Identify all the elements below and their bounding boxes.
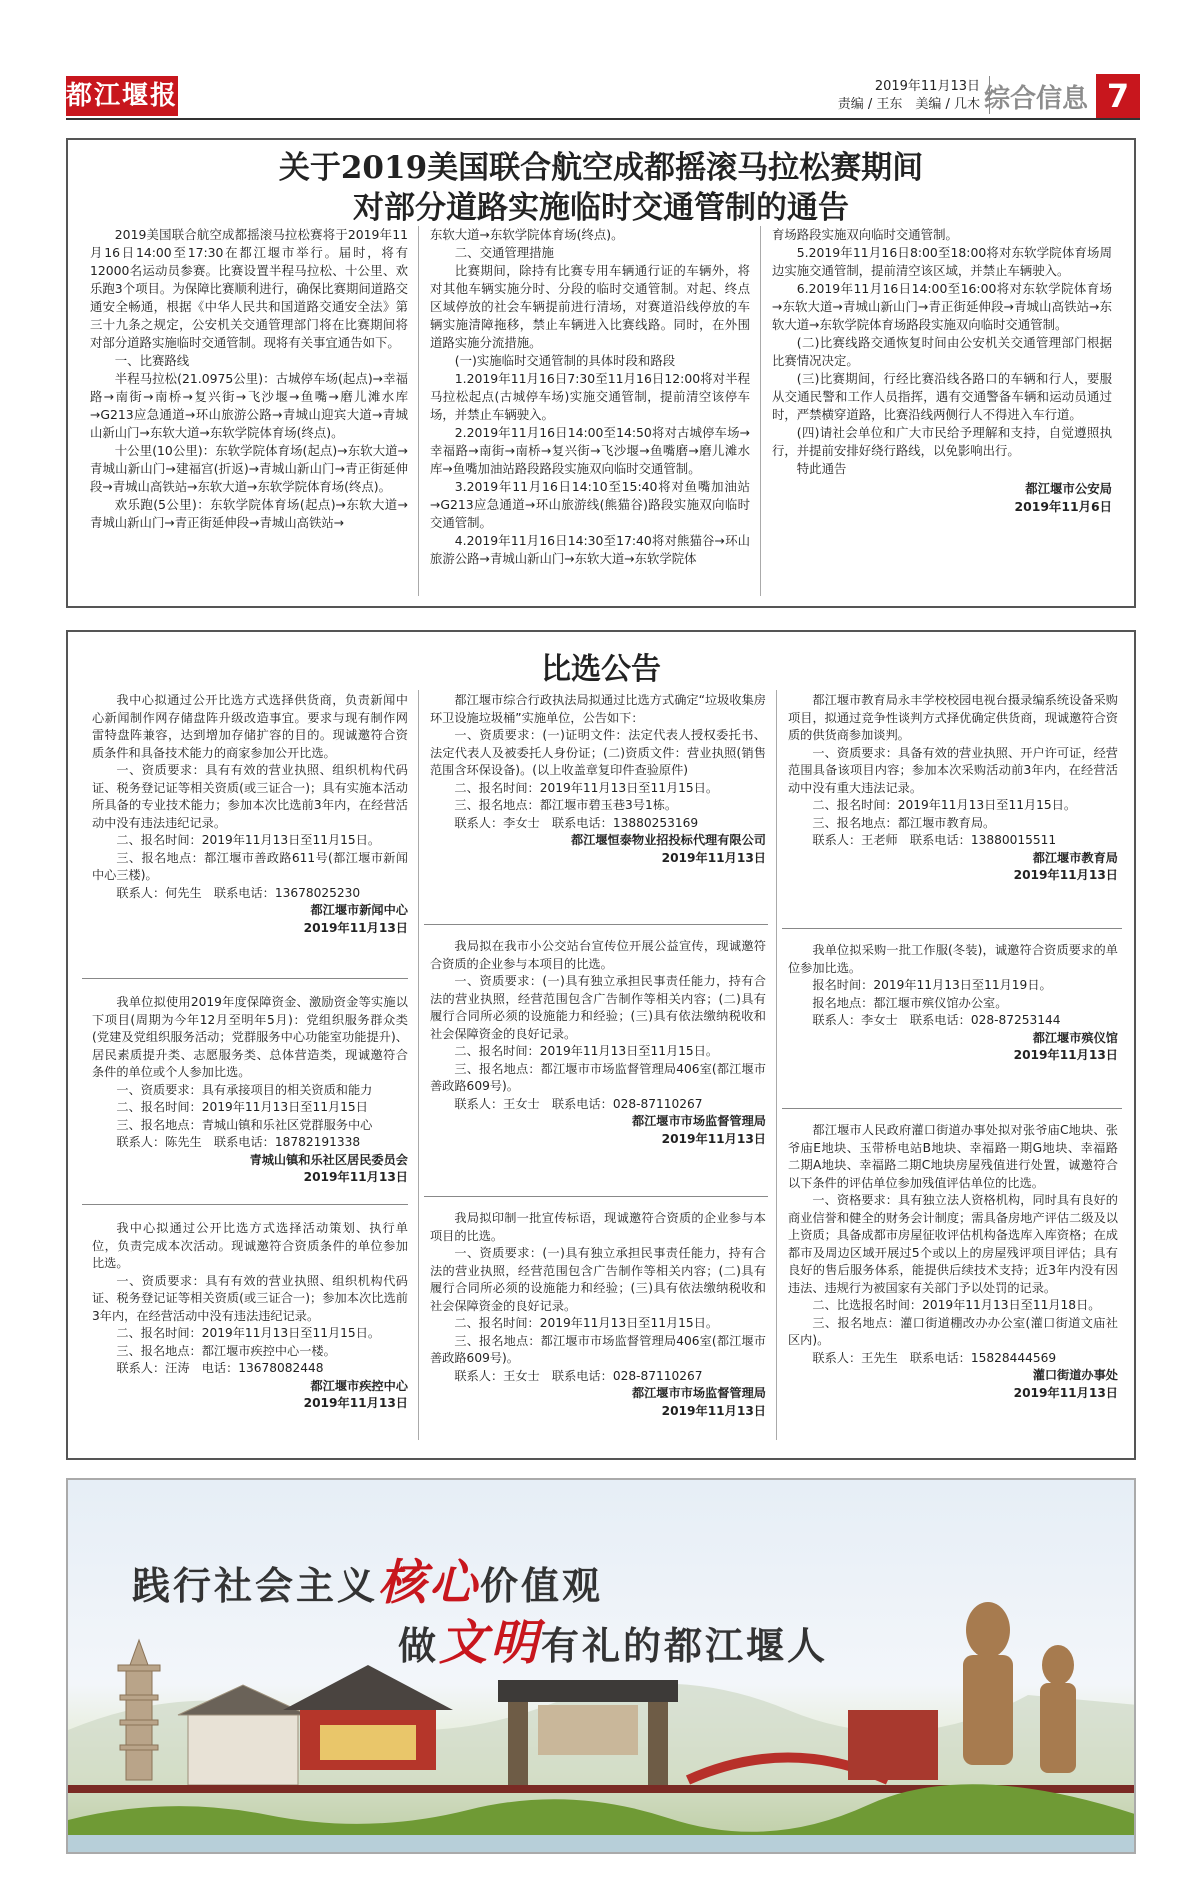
traffic-notice (66, 138, 1136, 608)
paragraph: 二、报名时间：2019年11月13日至11月15日。 (116, 833, 381, 847)
announcement-slogans (430, 1210, 766, 1420)
paragraph: 半程马拉松(21.0975公里)：古城停车场(起点)→幸福路→南街→南桥→复兴街→飞沙堰→鱼嘴→磨儿滩水库→G213应急通道→环山旅游公路→青城山迎宾大道→青城山新山门→东软大道→东软学院体育场(终点)。 (90, 371, 408, 440)
announcement-divider (782, 1108, 1122, 1109)
signature: 灌口街道办事处 (1032, 1368, 1118, 1382)
paragraph: 一、比赛路线 (114, 353, 190, 368)
issue-date: 2019年11月13日 (874, 79, 980, 94)
notice1-column-1 (90, 226, 408, 532)
paragraph: 一、资质要求：(一)具有独立承担民事责任能力，持有合法的营业执照，经营范围包含广告制作等相关内容；(二)具有履行合同所必须的设施能力和经验；(三)具有依法缴纳税收和社会保障资金的良好记录。 (430, 974, 766, 1041)
announcement-bus-stop-ads (430, 938, 766, 1148)
paragraph: 我局拟印制一批宣传标语，现诚邀符合资质的企业参与本项目的比选。 (430, 1211, 766, 1243)
paragraph: 一、资格要求：具有独立法人资格机构，同时具有良好的商业信誉和健全的财务会计制度；需具备房地产评估二级及以上资质；具备成都市房屋征收评估机构备选库入库资格；在成都市及周边区域开展过5个或以上的房屋残评项目评估；具有良好的售后服务体系，能提供后续技术支持；近3年内没有因违法、违规行为被国家有关部门予以处罚的记录。 (788, 1193, 1118, 1295)
paragraph: 育场路段实施双向临时交通管制。 (772, 227, 958, 242)
paragraph: 我中心拟通过公开比选方式选择活动策划、执行单位，负责完成本次活动。现诚邀符合资质条件的单位参加比选。 (92, 1221, 408, 1270)
paragraph: 4.2019年11月16日14:30至17:40将对熊猫谷→环山旅游公路→青城山新山门→东软大道→东软学院体 (430, 533, 750, 566)
paragraph: 2.2019年11月16日14:00至14:50将对古城停车场→幸福路→南街→南桥→复兴街→飞沙堰→鱼嘴磨→磨儿滩水库→鱼嘴加油站路段路段实施双向临时交通管制。 (430, 425, 750, 476)
slogan-text: 践行社会主义 (132, 1563, 379, 1608)
announcement-divider (82, 1204, 408, 1205)
paragraph: 三、报名地点：灌口街道棚改办办公室(灌口街道文庙社区内)。 (788, 1315, 1118, 1347)
paragraph: 一、资质要求：具有有效的营业执照、组织机构代码证、税务登记证等相关资质(或三证合一)；参加本次比选前3年内，在经营活动中没有违法违纪记录。 (92, 1273, 408, 1323)
paragraph: 三、报名地点：都江堰市善政路611号(都江堰市新闻中心三楼)。 (92, 850, 408, 882)
slogan-text: 价值观 (480, 1563, 604, 1608)
editors: 责编 / 王东 美编 / 几木 (837, 97, 980, 112)
paragraph: 三、报名地点：都江堰市教育局。 (812, 815, 996, 830)
paragraph: 联系人：王女士 联系电话：028-87110267 (454, 1368, 703, 1383)
signature: 都江堰市市场监督管理局 (631, 1386, 766, 1400)
paragraph: 东软大道→东软学院体育场(终点)。 (430, 227, 624, 242)
signature-date: 2019年11月13日 (303, 920, 408, 935)
notice1-column-2 (430, 226, 750, 568)
paragraph: 二、报名时间：2019年11月13日至11月15日。 (812, 798, 1077, 812)
signature-date: 2019年11月13日 (1013, 1048, 1118, 1062)
announcement-divider (82, 978, 408, 979)
paragraph: 三、报名地点：都江堰市市场监督管理局406室(都江堰市善政路609号)。 (430, 1333, 766, 1365)
paragraph: 2019美国联合航空成都摇滚马拉松赛将于2019年11月16日14:00至17:30在都江堰市举行。届时，将有12000名运动员参赛。比赛设置半程马拉松、十公里、欢乐跑3个项目。为保障比赛顺利进行，确保比赛期间道路交通安全畅通，根据《中华人民共和国道路交通安全法》第三十九条之规定，公安机关交通管理部门将在比赛期间将对部分道路实施临时交通管制。现将有关事宜通告如下。 (90, 227, 408, 350)
paragraph: 二、交通管理措施 (454, 245, 554, 260)
tender-title: 比选公告 (541, 652, 661, 687)
paragraph: 报名地点：都江堰市殡仪馆办公室。 (812, 995, 1008, 1010)
paragraph: 我单位拟使用2019年度保障资金、激励资金等实施以下项目(周期为今年12月至明年5月)：党组织服务群众类(党建及党组织服务活动；党群服务中心功能室功能提升)、居民素质提升类、志愿服务类、总体营造类，现诚邀符合条件的单位或个人参加比选。 (92, 995, 408, 1079)
paragraph: 我中心拟通过公开比选方式选择供货商，负责新闻中心新闻制作网存储盘阵升级改造事宜。要求与现有制作网雷特盘阵兼容，达到增加存储扩容的目的。现诚邀符合资质条件和具备技术能力的商家参加公开比选。 (92, 693, 408, 760)
paragraph: 联系人：王先生 联系电话：15828444569 (812, 1350, 1057, 1365)
civilization-banner (66, 1478, 1136, 1854)
announcement-divider (424, 924, 768, 925)
paragraph: 1.2019年11月16日7:30至11月16日12:00将对半程马拉松起点(古城停车场)实施交通管制，提前清空该停车场，并禁止车辆驶入。 (430, 371, 750, 422)
paragraph: (四)请社会单位和广大市民给予理解和支持，自觉遵照执行，并提前安排好绕行路线，以免影响出行。 (772, 425, 1112, 458)
paragraph: 一、资质要求：具备有效的营业执照、开户许可证，经营范围具备该项目内容；参加本次采购活动前3年内，在经营活动中没有重大违法记录。 (788, 745, 1118, 795)
paragraph: 一、资质要求：具有有效的营业执照、组织机构代码证、税务登记证等相关资质(或三证合一)；具有实施本活动所具备的专业技术能力；参加本次比选前3年内，在经营活动中没有违法违纪记录。 (92, 763, 408, 830)
slogan-line1 (132, 1544, 603, 1613)
signature: 青城山镇和乐社区居民委员会 (249, 1152, 408, 1167)
signature-date: 2019年11月13日 (303, 1396, 408, 1410)
signature-date: 2019年11月13日 (661, 1131, 766, 1146)
paragraph: (三)比赛期间，行经比赛沿线各路口的车辆和行人，要服从交通民警和工作人员指挥，遇有交通警备车辆和运动员通过时，严禁横穿道路，比赛沿线两侧行人不得进入车行道。 (772, 371, 1112, 422)
paragraph: 联系人：李女士 联系电话：028-87253144 (812, 1013, 1061, 1027)
paragraph: 我局拟在我市小公交站台宣传位开展公益宣传，现诚邀符合资质的企业参与本项目的比选。 (430, 939, 766, 971)
column-divider (776, 690, 777, 1440)
signature: 都江堰市新闻中心 (310, 903, 408, 917)
tender-notices (66, 630, 1136, 1460)
paragraph: 我单位拟采购一批工作服(冬装)，诚邀符合资质要求的单位参加比选。 (788, 943, 1118, 975)
notice-signature: 都江堰市公安局 (1025, 481, 1112, 496)
paragraph: 5.2019年11月16日8:00至18:00将对东软学院体育场周边实施交通管制，提前清空该区域，并禁止车辆驶入。 (772, 245, 1112, 278)
announcement-news-center (92, 692, 408, 937)
signature: 都江堰市教育局 (1032, 850, 1118, 865)
slogan-line2 (398, 1604, 828, 1673)
announcement-education-bureau (788, 692, 1118, 885)
paragraph: 二、报名时间：2019年11月13日至11月15日。 (454, 780, 719, 795)
header-rule (66, 118, 1140, 120)
newspaper-logo: 都江堰报 (66, 76, 178, 116)
paragraph: 二、报名时间：2019年11月13日至11月15日 (116, 1100, 368, 1114)
paragraph: 3.2019年11月16日14:10至15:40将对鱼嘴加油站→G213应急通道→环山旅游线(熊猫谷)路段实施双向临时交通管制。 (430, 479, 750, 530)
notice-date: 2019年11月6日 (1014, 499, 1112, 514)
signature-date: 2019年11月13日 (661, 850, 766, 865)
signature: 都江堰恒泰物业招投标代理有限公司 (571, 833, 766, 847)
announcement-divider (782, 928, 1122, 929)
announcement-guankou-street (788, 1122, 1118, 1402)
paragraph: 6.2019年11月16日14:00至16:00将对东软学院体育场→东软大道→青城山新山门→青正街延伸段→青城山高铁站→东软大道→东软学院体育场路段实施双向临时交通管制。 (772, 281, 1112, 332)
paragraph: 特此通告 (796, 461, 847, 476)
paragraph: 二、比选报名时间：2019年11月13日至11月18日。 (812, 1298, 1101, 1312)
column-divider (418, 690, 419, 1440)
page-number: 7 (1096, 74, 1140, 118)
signature: 都江堰市市场监督管理局 (631, 1114, 766, 1128)
paragraph: 联系人：王女士 联系电话：028-87110267 (454, 1096, 703, 1111)
section-title: 综合信息 (983, 84, 1088, 114)
paragraph: 二、报名时间：2019年11月13日至11月15日。 (116, 1326, 381, 1340)
header-meta (838, 78, 980, 114)
signature-date: 2019年11月13日 (1013, 868, 1118, 882)
column-divider (760, 226, 761, 596)
slogan-highlight: 核心 (378, 1555, 481, 1611)
paragraph: 三、报名地点：都江堰市疾控中心一楼。 (116, 1343, 336, 1358)
announcement-divider (424, 1196, 768, 1197)
paragraph: 三、报名地点：都江堰市碧玉巷3号1栋。 (454, 798, 678, 812)
signature: 都江堰市殡仪馆 (1032, 1030, 1118, 1045)
paragraph: 都江堰市教育局永丰学校校园电视台摄录编系统设备采购项目，拟通过竞争性谈判方式择优确定供货商，现诚邀符合资质的供货商参加谈判。 (788, 693, 1118, 742)
announcement-heyue-community (92, 994, 408, 1187)
paragraph: 二、报名时间：2019年11月13日至11月15日。 (454, 1044, 719, 1058)
paragraph: (一)实施临时交通管制的具体时段和路段 (454, 353, 676, 368)
signature-date: 2019年11月13日 (303, 1170, 408, 1184)
paragraph: 都江堰市综合行政执法局拟通过比选方式确定“垃圾收集房环卫设施垃圾桶”实施单位，公告如下： (430, 693, 766, 725)
paragraph: 一、资质要求：(一)证明文件：法定代表人授权委托书、法定代表人及被委托人身份证；(二)资质文件：营业执照(销售范围含环保设备)。(以上收盖章复印件查验原件) (430, 728, 766, 777)
slogan-text: 做 (398, 1623, 440, 1668)
announcement-funeral-home (788, 942, 1118, 1065)
paragraph: 联系人：陈先生 联系电话：18782191338 (116, 1135, 361, 1149)
paragraph: 都江堰市人民政府灌口街道办事处拟对张爷庙C地块、张爷庙E地块、玉带桥电站B地块、幸福路一期G地块、幸福路二期A地块、幸福路二期C地块房屋残值进行处置，诚邀符合以下条件的评估单位参加残值评估单位的比选。 (788, 1123, 1118, 1190)
notice-title-line1: 关于2019美国联合航空成都摇滚马拉松赛期间 (278, 150, 924, 186)
signature-date: 2019年11月13日 (661, 1403, 766, 1418)
announcement-garbage-bins (430, 692, 766, 867)
paragraph: 报名时间：2019年11月13日至11月19日。 (812, 978, 1052, 992)
paragraph: 联系人：汪涛 电话：13678082448 (116, 1361, 324, 1375)
paragraph: 一、资质要求：(一)具有独立承担民事责任能力，持有合法的营业执照，经营范围包含广告制作等相关内容；(二)具有履行合同所必须的设施能力和经验；(三)具有依法缴纳税收和社会保障资金的良好记录。 (430, 1246, 766, 1313)
signature: 都江堰市疾控中心 (310, 1378, 408, 1393)
signature-date: 2019年11月13日 (1013, 1385, 1118, 1400)
paragraph: 联系人：何先生 联系电话：13678025230 (116, 885, 361, 900)
paragraph: 三、报名地点：青城山镇和乐社区党群服务中心 (116, 1117, 373, 1132)
paragraph: 二、报名时间：2019年11月13日至11月15日。 (454, 1316, 719, 1330)
paragraph: 一、资质要求：具有承接项目的相关资质和能力 (116, 1082, 373, 1097)
column-divider (418, 226, 419, 596)
paragraph: 十公里(10公里)：东软学院体育场(起点)→东软大道→青城山新山门→建福宫(折返)→青城山新山门→青正街延伸段→青城山高铁站→东软大道→东软学院体育场(终点)。 (90, 443, 408, 494)
paragraph: (二)比赛线路交通恢复时间由公安机关交通管理部门根据比赛情况决定。 (772, 335, 1112, 368)
announcement-cdc (92, 1220, 408, 1413)
paragraph: 比赛期间，除持有比赛专用车辆通行证的车辆外，将对其他车辆实施分时、分段的临时交通管制。对起、终点区域停放的社会车辆提前进行清场，对赛道沿线停放的车辆实施清障拖移，禁止车辆进入比赛线路。同时，在外围道路实施分流措施。 (430, 263, 750, 350)
slogan-highlight: 文明 (439, 1615, 542, 1671)
paragraph: 三、报名地点：都江堰市市场监督管理局406室(都江堰市善政路609号)。 (430, 1061, 766, 1093)
notice-title-line2: 对部分道路实施临时交通管制的通告 (353, 190, 849, 226)
page-header (66, 74, 1140, 120)
paragraph: 联系人：王老师 联系电话：13880015511 (812, 833, 1057, 847)
notice1-column-3 (772, 226, 1112, 516)
paragraph: 欢乐跑(5公里)：东软学院体育场(起点)→东软大道→青城山新山门→青正街延伸段→青城山高铁站→ (90, 497, 408, 530)
slogan-text: 有礼的都江堰人 (541, 1623, 829, 1668)
paragraph: 联系人：李女士 联系电话：13880253169 (454, 815, 699, 830)
